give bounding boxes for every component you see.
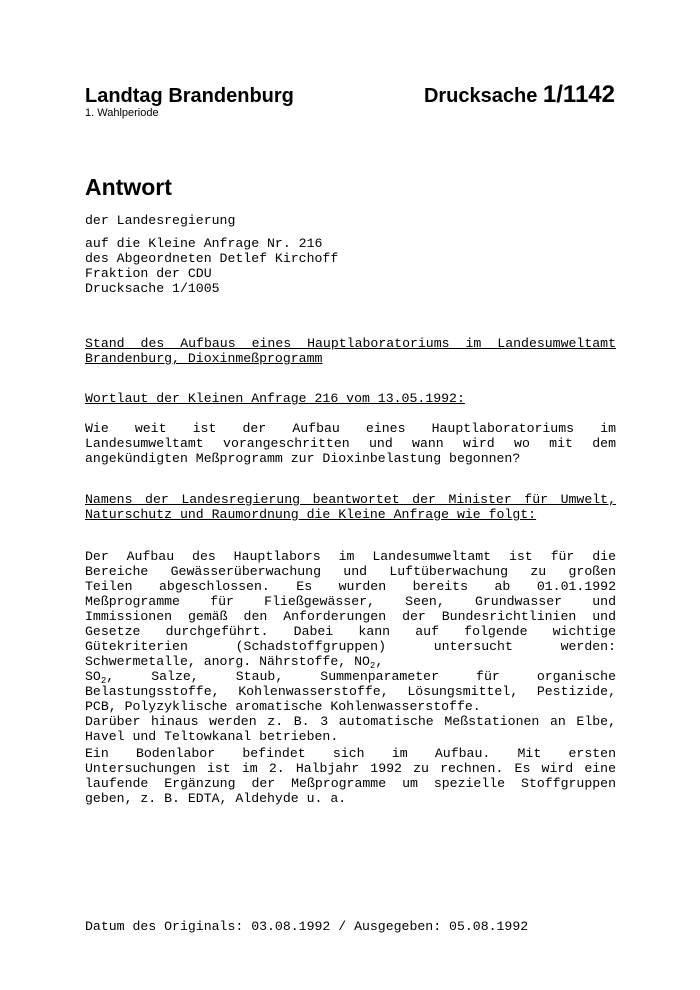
answer-line: Bereiche Gewässerüberwachung und Luftüberwachung zu großen [85, 564, 616, 579]
wording-heading [85, 391, 616, 406]
parliament-name: Landtag Brandenburg [85, 85, 294, 107]
document-number [424, 82, 615, 109]
answer-line: Belastungsstoffe, Kohlenwasserstoffe, Lösungsmittel, Pestizide, [85, 684, 616, 699]
question-line: Wie weit ist der Aufbau eines Hauptlaboratoriums im [85, 421, 616, 436]
question-line: angekündigten Meßprogramm zur Dioxinbelastung begonnen? [85, 451, 521, 466]
answer-heading [85, 492, 616, 522]
answer-paragraph-2 [85, 746, 616, 806]
subject-line: Stand des Aufbaus eines Hauptlaboratoriums im Landesumweltamt [85, 336, 616, 351]
answer-line: Gesetze durchgeführt. Dabei kann auf folgende wichtige [85, 624, 616, 639]
answer-line [85, 669, 616, 684]
inquiry-line: auf die Kleine Anfrage Nr. 216 [85, 236, 323, 251]
inquiry-reference [85, 236, 616, 296]
answer-heading-line: Naturschutz und Raumordnung die Kleine Anfrage wie folgt: [85, 507, 537, 522]
answer-line: Der Aufbau des Hauptlabors im Landesumweltamt ist für die [85, 549, 616, 564]
answer-line: Darüber hinaus werden z. B. 3 automatische Meßstationen an Elbe, [85, 714, 616, 729]
document-number-label: Drucksache [423, 85, 543, 107]
question-text [85, 421, 616, 466]
answer-line: Untersuchungen ist im 2. Halbjahr 1992 zu rechnen. Es wird eine [85, 761, 616, 776]
answer-line: Gütekriterien (Schadstoffgruppen) untersucht werden: [85, 639, 616, 654]
subscript: 2 [100, 676, 107, 686]
inquiry-line: Drucksache 1/1005 [85, 281, 220, 296]
answer-text: Schwermetalle, anorg. Nährstoffe, NO [85, 654, 370, 669]
answer-heading-line: Namens der Landesregierung beantwortet der Minister für Umwelt, [85, 492, 616, 507]
subject-line: Brandenburg, Dioxinmeßprogramm [85, 351, 323, 366]
answer-text: , [375, 654, 384, 669]
question-line: Landesumweltamt vorangeschritten und wann wird wo mit dem [85, 436, 616, 451]
answer-text: SO [85, 669, 101, 684]
answer-line: Ein Bodenlabor befindet sich im Aufbau. Mit ersten [85, 746, 616, 761]
wording-heading-text: Wortlaut der Kleinen Anfrage 216 vom 13.05.1992: [85, 391, 465, 406]
date-footer [85, 919, 616, 934]
answer-line: Teilen abgeschlossen. Es wurden bereits ab 01.01.1992 [85, 579, 616, 594]
answer-line: geben, z. B. EDTA, Aldehyde u. a. [85, 791, 347, 806]
date-footer-text: Datum des Originals: 03.08.1992 / Ausgegeben: 05.08.1992 [85, 919, 529, 934]
subscript: 2 [369, 661, 376, 671]
answer-text: , Salze, Staub, Summenparameter für organische [106, 669, 616, 684]
subject-heading [85, 336, 616, 366]
document-title: Antwort [85, 174, 172, 200]
answer-line: laufende Ergänzung der Meßprogramme um spezielle Stoffgruppen [85, 776, 616, 791]
respondent-line: der Landesregierung [85, 213, 236, 228]
inquiry-line: des Abgeordneten Detlef Kirchoff [85, 251, 339, 266]
document-number-value: 1/1142 [542, 81, 615, 108]
answer-line: Havel und Teltowkanal betrieben. [85, 729, 339, 744]
answer-paragraph-1 [85, 549, 616, 744]
answer-line [85, 654, 616, 669]
inquiry-line: Fraktion der CDU [85, 266, 212, 281]
answer-line: PCB, Polyzyklische aromatische Kohlenwasserstoffe. [85, 699, 481, 714]
answer-line: Immissionen gemäß den Anforderungen der Bundesrichtlinien und [85, 609, 616, 624]
answer-line: Meßprogramme für Fließgewässer, Seen, Grundwasser und [85, 594, 616, 609]
legislative-period: 1. Wahlperiode [85, 107, 159, 119]
respondent [85, 213, 616, 228]
